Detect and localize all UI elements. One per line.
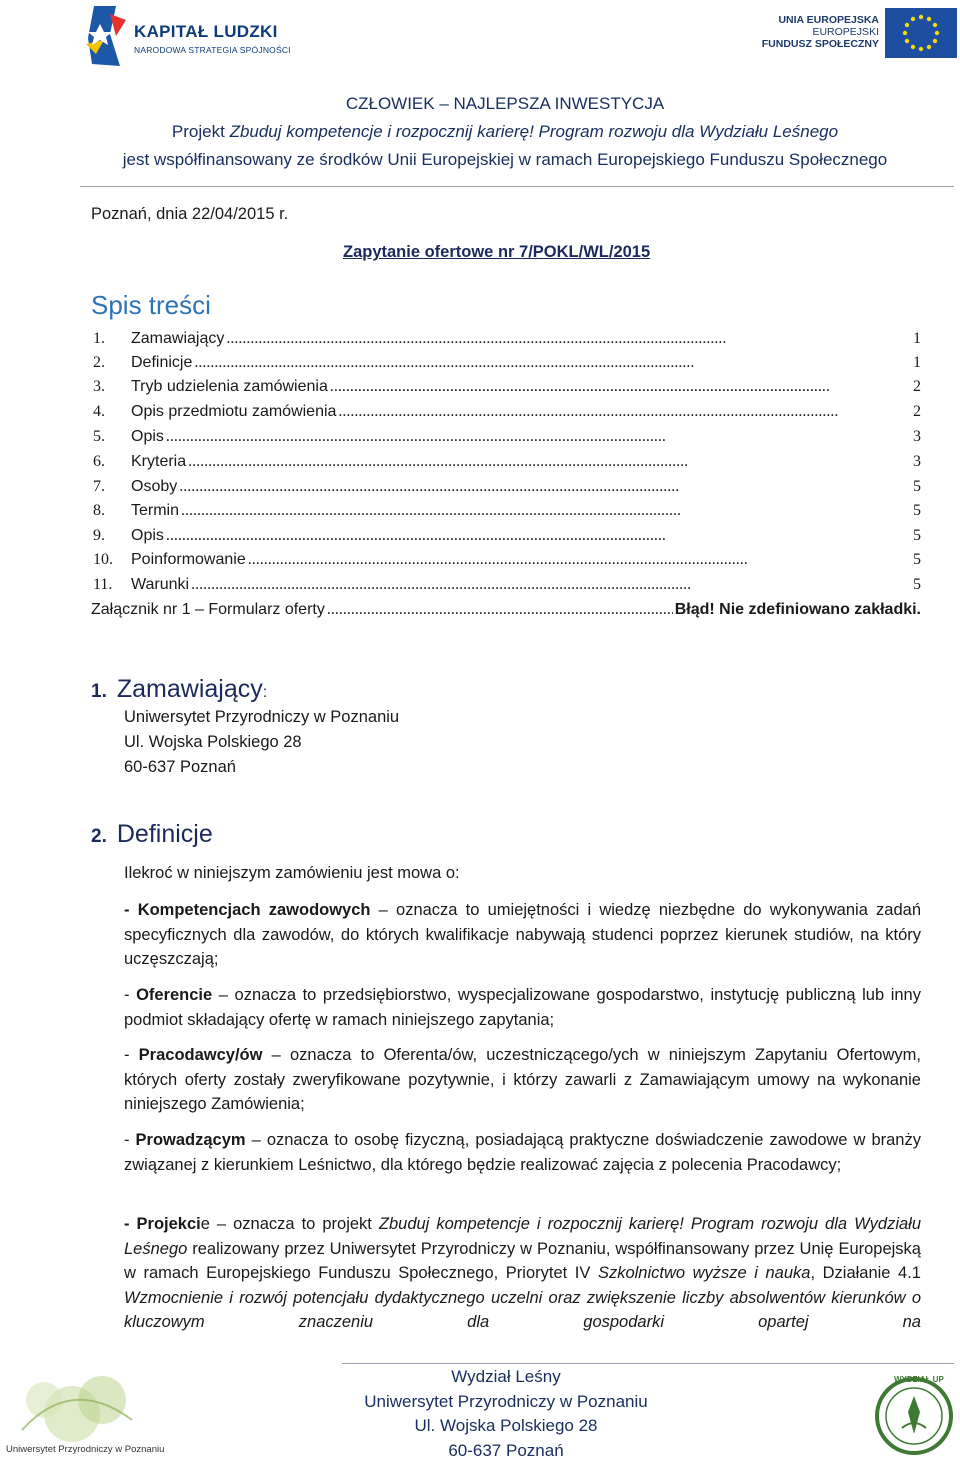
toc-item-number: 9. [93,527,105,544]
address-line-university: Uniwersytet Przyrodniczy w Poznaniu [124,708,400,726]
section2-heading [91,820,213,849]
kapital-ludzki-emblem-icon [80,4,132,68]
toc-item-osoby[interactable] [93,478,921,498]
toc-item-number: 4. [93,403,105,420]
header-line1: CZŁOWIEK – NAJLEPSZA INWESTYCJA [345,94,665,113]
toc-item-page-error: Błąd! Nie zdefiniowano zakładki. [674,601,921,618]
kapital-ludzki-title: KAPITAŁ LUDZKI [134,22,278,41]
definition-oferent [124,983,921,1032]
address-line-street: Ul. Wojska Polskiego 28 [124,733,302,751]
toc-item-page: 5 [913,527,921,544]
eu-flag-icon [885,8,957,58]
kapital-ludzki-logo [80,4,291,68]
definition-prowadzacy [124,1128,921,1177]
header-divider [80,186,954,187]
toc-item-number: 2. [93,354,105,371]
toc-item-label: Kryteria [131,453,187,470]
university-leaf-icon [2,1370,152,1444]
university-logo [2,1370,165,1464]
toc-leader [327,601,673,619]
definition-text: – oznacza to umiejętności i wiedzę niezbędne do wykonywania zadań specyficznych dla zawodów, do których kwalifikacje nabywają studenci poprzez kierunek studiów, na który uczęszczają; [124,901,921,969]
toc-leader [330,378,911,396]
toc-item-page: 5 [913,576,921,593]
inquiry-title: Zapytanie ofertowe nr 7/POKL/WL/2015 [343,243,651,261]
definition-priority-name: Szkolnictwo wyższe i nauka [597,1264,811,1283]
definition-text: – oznacza to projekt [209,1215,379,1233]
definition-pracodawca [124,1043,921,1117]
toc-item-kryteria[interactable] [93,453,921,473]
toc-item-label: Warunki [131,576,190,593]
toc-item-number: 7. [93,478,105,495]
section2-number: 2. [91,826,107,847]
section2-title: Definicje [116,820,213,848]
toc-leader [179,478,911,496]
eu-logo [752,6,957,62]
address-line-city: 60-637 Poznań [124,758,236,776]
section1-title: Zamawiający [116,675,263,703]
footer-line-university: Uniwersytet Przyrodniczy w Poznaniu [364,1392,648,1411]
toc-leader [248,551,911,569]
toc-item-number: 6. [93,453,105,470]
toc-leader [181,502,911,520]
toc-item-page: 2 [913,403,921,420]
toc-item-label: Załącznik nr 1 – Formularz oferty [91,601,325,618]
footer-line-city: 60-637 Poznań [448,1441,564,1460]
toc-item-page: 5 [913,478,921,495]
header-line3: jest współfinansowany ze środków Unii Europejskiej w ramach Europejskiego Funduszu Społecznego [122,150,888,169]
definition-kompetencje [124,898,921,972]
toc-leader [166,428,911,446]
toc-item-number: 11. [93,576,113,593]
toc-item-page: 1 [913,354,921,371]
toc-item-number: 10. [93,551,113,568]
toc-item-page: 5 [913,502,921,519]
toc-item-page: 2 [913,378,921,395]
toc-leader [188,453,911,471]
toc-item-annex[interactable] [91,601,921,621]
definition-action-name: Wzmocnienie i rozwój potencjału dydaktycznego uczelni oraz zwiększenie liczby absolwentów kierunków o kluczowym znaczeniu dla gospodarki opartej na [124,1288,921,1332]
definition-text: – oznacza to przedsiębiorstwo, wyspecjalizowane gospodarstwo, instytucję publiczną lub inny podmiot składający ofertę w ramach niniejszego zapytania; [124,986,921,1029]
definition-text: – oznacza to Oferenta/ów, uczestniczącego/ych w niniejszym Zapytaniu Ofertowym, których oferty zostały zweryfikowane pozytywnie, i którzy zawarli z Zamawiającym umowy na wykonanie niniejszego Zamówienia; [124,1046,921,1114]
toc-leader [194,354,911,372]
toc-leader [338,403,911,421]
kapital-ludzki-subtitle: NARODOWA STRATEGIA SPÓJNOŚCI [134,45,291,55]
header-line2-project-name: Zbuduj kompetencje i rozpocznij karierę! Program rozwoju dla Wydziału Leśnego [229,122,839,141]
date-line: Poznań, dnia 22/04/2015 r. [91,205,289,223]
eu-logo-line2: EUROPEJSKI [812,26,879,38]
definition-term: Pracodawcy/ów [138,1046,263,1064]
definition-dash: - [124,986,137,1004]
toc-item-opis-2[interactable] [93,527,921,547]
definition-term: Oferencie [136,986,213,1004]
footer-line-faculty: Wydział Leśny [451,1367,561,1386]
toc-item-opis-przedmiotu[interactable] [93,403,921,423]
toc-item-page: 3 [913,428,921,445]
toc-item-number: 3. [93,378,105,395]
toc-item-label: Osoby [131,478,178,495]
university-logo-text: Uniwersytet Przyrodniczy w Poznaniu [6,1444,165,1455]
toc-leader [191,576,911,594]
definitions-intro: Ilekroć w niniejszym zamówieniu jest mowa o: [124,864,460,882]
eu-logo-text [762,14,879,50]
eu-logo-line3: FUNDUSZ SPOŁECZNY [761,38,879,50]
toc-item-number: 1. [93,330,105,347]
definition-term: Kompetencjach zawodowych [137,901,371,919]
toc-item-zamawiajacy[interactable] [93,330,921,350]
section1-heading [91,675,267,704]
definition-term-tail: e [200,1215,210,1233]
toc-item-label: Opis [131,428,164,445]
faculty-seal [874,1372,954,1460]
toc-item-number: 5. [93,428,105,445]
toc-item-opis[interactable] [93,428,921,448]
faculty-seal-text: WYDZIAŁ UP [894,1375,944,1384]
eu-logo-line1: UNIA EUROPEJSKA [778,14,879,26]
definition-projekt [124,1212,921,1335]
toc-item-label: Opis przedmiotu zamówienia [131,403,337,420]
footer-divider [342,1363,954,1364]
toc-item-definicje[interactable] [93,354,921,374]
definition-text: , Działanie 4.1 [810,1264,921,1283]
toc-leader [226,330,911,348]
toc-item-label: Definicje [131,354,193,371]
faculty-seal-icon [874,1372,954,1460]
definition-project-name: Zbuduj kompetencje i rozpocznij karierę! Program rozwoju dla Wydziału Leśnego [124,1215,921,1258]
definition-dash: - [124,1215,137,1233]
toc-item-tryb-udzielenia[interactable] [93,378,921,398]
toc-item-label: Poinformowanie [131,551,246,568]
toc-item-termin[interactable] [93,502,921,522]
definition-dash: - [124,1131,136,1149]
definition-term: Prowadzącym [135,1131,246,1149]
section1-colon: : [262,684,268,701]
definition-term: Projekci [136,1215,201,1233]
toc-leader [166,527,911,545]
toc-item-label: Termin [131,502,180,519]
toc-item-poinformowanie[interactable] [93,551,921,571]
definition-dash: - [124,901,138,919]
definition-text: – oznacza to osobę fizyczną, posiadającą praktyczne doświadczenie zawodowe w branży związanej z kierunkiem Leśnictwo, dla którego będzie realizować zajęcia z polecenia Pracodawcy; [124,1131,921,1174]
toc-item-warunki[interactable] [93,576,921,596]
toc-item-page: 3 [913,453,921,470]
toc-item-label: Zamawiający [131,330,225,347]
header-line2 [0,122,960,142]
definition-text: realizowany przez Uniwersytet Przyrodniczy w Poznaniu, współfinansowany przez Unię Europejską w ramach Europejskiego Funduszu Społecznego, Priorytet IV [124,1239,921,1283]
toc-heading: Spis treści [91,290,211,320]
footer-line-street: Ul. Wojska Polskiego 28 [414,1416,598,1435]
toc-item-label: Opis [131,527,164,544]
toc-item-label: Tryb udzielenia zamówienia [131,378,328,395]
section1-number: 1. [91,681,107,702]
header-line2-prefix: Projekt [171,122,230,141]
toc-item-number: 8. [93,502,105,519]
definition-dash: - [124,1046,139,1064]
toc-item-page: 5 [913,551,921,568]
toc-item-page: 1 [913,330,921,347]
